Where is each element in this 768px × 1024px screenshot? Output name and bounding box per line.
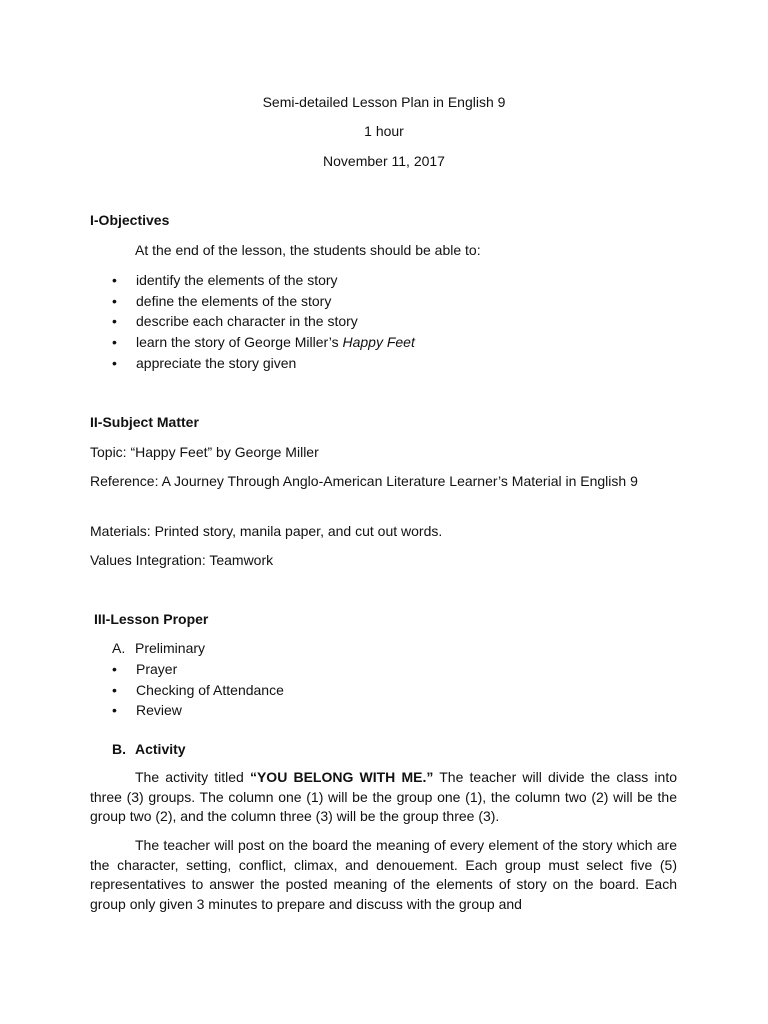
story-title-italic: Happy Feet bbox=[342, 334, 415, 351]
document-title: Semi-detailed Lesson Plan in English 9 bbox=[262, 94, 506, 110]
objective-item: • define the elements of the story bbox=[90, 291, 415, 312]
preliminary-label: Preliminary bbox=[135, 640, 206, 656]
objective-item: • appreciate the story given bbox=[90, 353, 415, 374]
subject-materials: Materials: Printed story, manila paper, and cut out words. bbox=[90, 523, 443, 539]
objectives-list bbox=[90, 270, 415, 373]
preliminary-item: • Checking of Attendance bbox=[90, 680, 284, 701]
document-duration: 1 hour bbox=[364, 123, 404, 139]
activity-paragraph-2: The teacher will post on the board the meaning of every element of the story which are the character, setting, conflict, climax, and denouement. Each group must select five (5) representatives to answer the posted meaning of the elements of story on the board. Each group only given 3 minutes to prepare and discuss with the group and bbox=[90, 837, 677, 912]
objective-item: • identify the elements of the story bbox=[90, 270, 415, 291]
document-date: November 11, 2017 bbox=[323, 153, 445, 169]
objective-item: • describe each character in the story bbox=[90, 311, 415, 332]
subject-matter-heading: II-Subject Matter bbox=[90, 414, 199, 430]
objectives-heading: I-Objectives bbox=[90, 212, 170, 228]
activity-paragraph-1: The activity titled “YOU BELONG WITH ME.” The teacher will divide the class into three (3) groups. The column one (1) will be the group one (1), the column two (2) will be the group two (2), and the column three (3) will be the group three (3). bbox=[90, 769, 677, 824]
subject-values: Values Integration: Teamwork bbox=[90, 552, 274, 568]
activity-letter: B. bbox=[112, 741, 126, 757]
objective-item: • learn the story of George Miller’s Happy Feet bbox=[90, 332, 415, 353]
subject-topic: Topic: “Happy Feet” by George Miller bbox=[90, 444, 319, 460]
activity-label: Activity bbox=[135, 741, 186, 757]
preliminary-item: • Prayer bbox=[90, 659, 284, 680]
activity-title-bold: “YOU BELONG WITH ME.” bbox=[249, 769, 434, 785]
preliminary-list bbox=[90, 659, 284, 721]
objectives-intro: At the end of the lesson, the students should be able to: bbox=[135, 242, 481, 258]
subject-reference: Reference: A Journey Through Anglo-American Literature Learner’s Material in English 9 bbox=[90, 473, 638, 489]
preliminary-item: • Review bbox=[90, 700, 284, 721]
lesson-proper-heading: III-Lesson Proper bbox=[94, 611, 209, 627]
preliminary-letter: A. bbox=[112, 640, 126, 656]
